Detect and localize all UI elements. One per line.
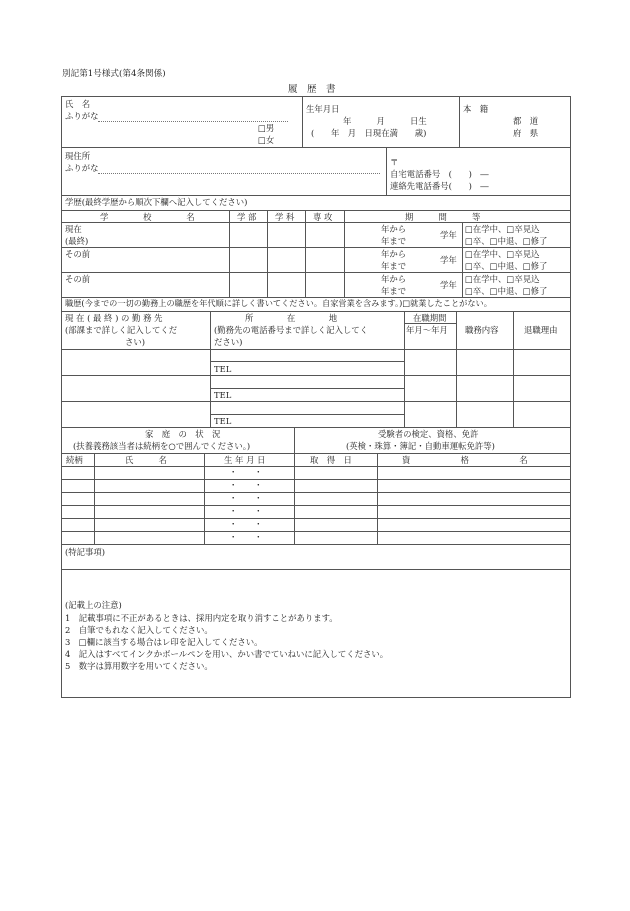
work-tel-label: TEL [214, 390, 232, 400]
edu-status-checkbox[interactable]: □在学中、□卒見込 [465, 249, 540, 259]
family-section-title: 家 庭 の 状 況 [145, 429, 221, 439]
license-col-date: 取 得 日 [310, 455, 352, 465]
edu-to: 年まで [381, 261, 407, 271]
edu-grade: 学年 [440, 230, 457, 240]
license-col-name: 資 格 名 [402, 455, 528, 465]
family-section-note: (扶養義務該当者は続柄を○で囲んでください。) [73, 441, 251, 451]
notes-item: 1 記載事項に不正があるときは、採用内定を取り消すことがあります。 [65, 613, 338, 623]
edu-header-department: 学 科 [275, 212, 295, 222]
edu-header-major: 専 攻 [313, 212, 333, 222]
edu-row-label: 現在 [65, 224, 82, 234]
notes-item: 4 記入はすべてインクかボールペンを用い、かい書でていねいに記入してください。 [65, 649, 389, 659]
form-reference: 別記第1号様式(第4条関係) [62, 69, 166, 79]
form-frame [61, 96, 571, 698]
notes-item: 2 自筆でもれなく記入してください。 [65, 625, 213, 635]
edu-status-checkbox[interactable]: □在学中、□卒見込 [465, 274, 540, 284]
prefecture-todou: 都 道 [513, 116, 539, 126]
family-birth-dots: ・ ・ [229, 506, 263, 516]
home-phone-label: 自宅電話番号 ( ) ― [390, 169, 489, 179]
work-header-employer-note2: さい) [125, 337, 146, 347]
edu-header-school: 学 校 名 [100, 212, 201, 222]
prefecture-fuken: 府 県 [513, 128, 539, 138]
address-furigana-label: ふりがな [65, 163, 99, 173]
notes-item: 3 □欄に該当する場合はレ印を記入してください。 [65, 637, 263, 647]
gender-male-checkbox[interactable]: □男 [258, 123, 275, 133]
age-line: ( 年 月 日現在満 歳) [311, 128, 427, 138]
family-birth-dots: ・ ・ [229, 519, 263, 529]
edu-status-checkbox[interactable]: □卒、□中退、□修了 [465, 236, 548, 246]
edu-row-label: その前 [65, 274, 91, 284]
family-birth-dots: ・ ・ [229, 480, 263, 490]
work-tel-label: TEL [214, 416, 232, 426]
edu-grade: 学年 [440, 255, 457, 265]
work-header-duty: 職務内容 [465, 325, 499, 335]
work-header-location-note: (勤務先の電話番号まで詳しく記入してく [214, 325, 369, 335]
address-furigana-line [98, 173, 380, 174]
work-header-reason: 退職理由 [524, 325, 558, 335]
birthdate-line: 年 月 日生 [343, 116, 427, 126]
special-notes-label: (特記事項) [65, 547, 106, 557]
document-title: 履 歴 書 [288, 84, 336, 95]
family-birth-dots: ・ ・ [229, 532, 263, 542]
family-col-birth: 生 年 月 日 [224, 455, 266, 465]
postal-mark: 〒 [390, 157, 399, 167]
edu-status-checkbox[interactable]: □在学中、□卒見込 [465, 224, 540, 234]
family-birth-dots: ・ ・ [229, 467, 263, 477]
work-header-location-note2: ださい) [214, 337, 243, 347]
edu-grade: 学年 [440, 280, 457, 290]
edu-from: 年から [381, 274, 407, 284]
edu-row-label: その前 [65, 249, 91, 259]
work-tel-label: TEL [214, 364, 232, 374]
license-section-title: 受験者の検定、資格、免許 [378, 429, 479, 439]
work-header-employer-note: (部課まで詳しく記入してくだ [65, 325, 178, 335]
address-label: 現住所 [65, 151, 91, 161]
edu-status-checkbox[interactable]: □卒、□中退、□修了 [465, 261, 548, 271]
work-header-employer: 現 在 ( 最 終 ) の 勤 務 先 [65, 313, 163, 323]
work-header-location: 所 在 地 [245, 313, 338, 323]
work-section-title: 職歴(今までの一切の勤務上の職歴を年代順に詳しく書いてください。自家営業を含みます。)□就業したことがない。 [65, 298, 492, 308]
birthdate-label: 生年月日 [306, 104, 340, 114]
name-label: 氏 名 [65, 99, 91, 109]
family-col-name: 氏 名 [125, 455, 167, 465]
edu-from: 年から [381, 249, 407, 259]
family-birth-dots: ・ ・ [229, 493, 263, 503]
work-header-period-sub: 年月～年月 [406, 325, 448, 335]
edu-header-period: 期 間 等 [405, 212, 481, 222]
gender-female-checkbox[interactable]: □女 [258, 135, 275, 145]
license-section-note: (英検・珠算・簿記・自動車運転免許等) [346, 441, 495, 451]
contact-phone-label: 連絡先電話番号( ) ― [390, 181, 489, 191]
edu-header-faculty: 学 部 [237, 212, 257, 222]
notes-title: (記載上の注意) [65, 600, 122, 610]
name-furigana-line [98, 121, 288, 122]
work-header-period: 在職期間 [413, 313, 447, 323]
honseki-label: 本 籍 [463, 104, 489, 114]
edu-status-checkbox[interactable]: □卒、□中退、□修了 [465, 286, 548, 296]
family-col-relation: 続柄 [66, 455, 83, 465]
edu-to: 年まで [381, 286, 407, 296]
furigana-label: ふりがな [65, 111, 99, 121]
edu-to: 年まで [381, 236, 407, 246]
edu-from: 年から [381, 224, 407, 234]
notes-item: 5 数字は算用数字を用いてください。 [65, 661, 213, 671]
education-section-title: 学歴(最終学歴から順次下欄へ記入してください) [65, 197, 248, 207]
edu-row-label-sub: (最終) [65, 236, 89, 246]
